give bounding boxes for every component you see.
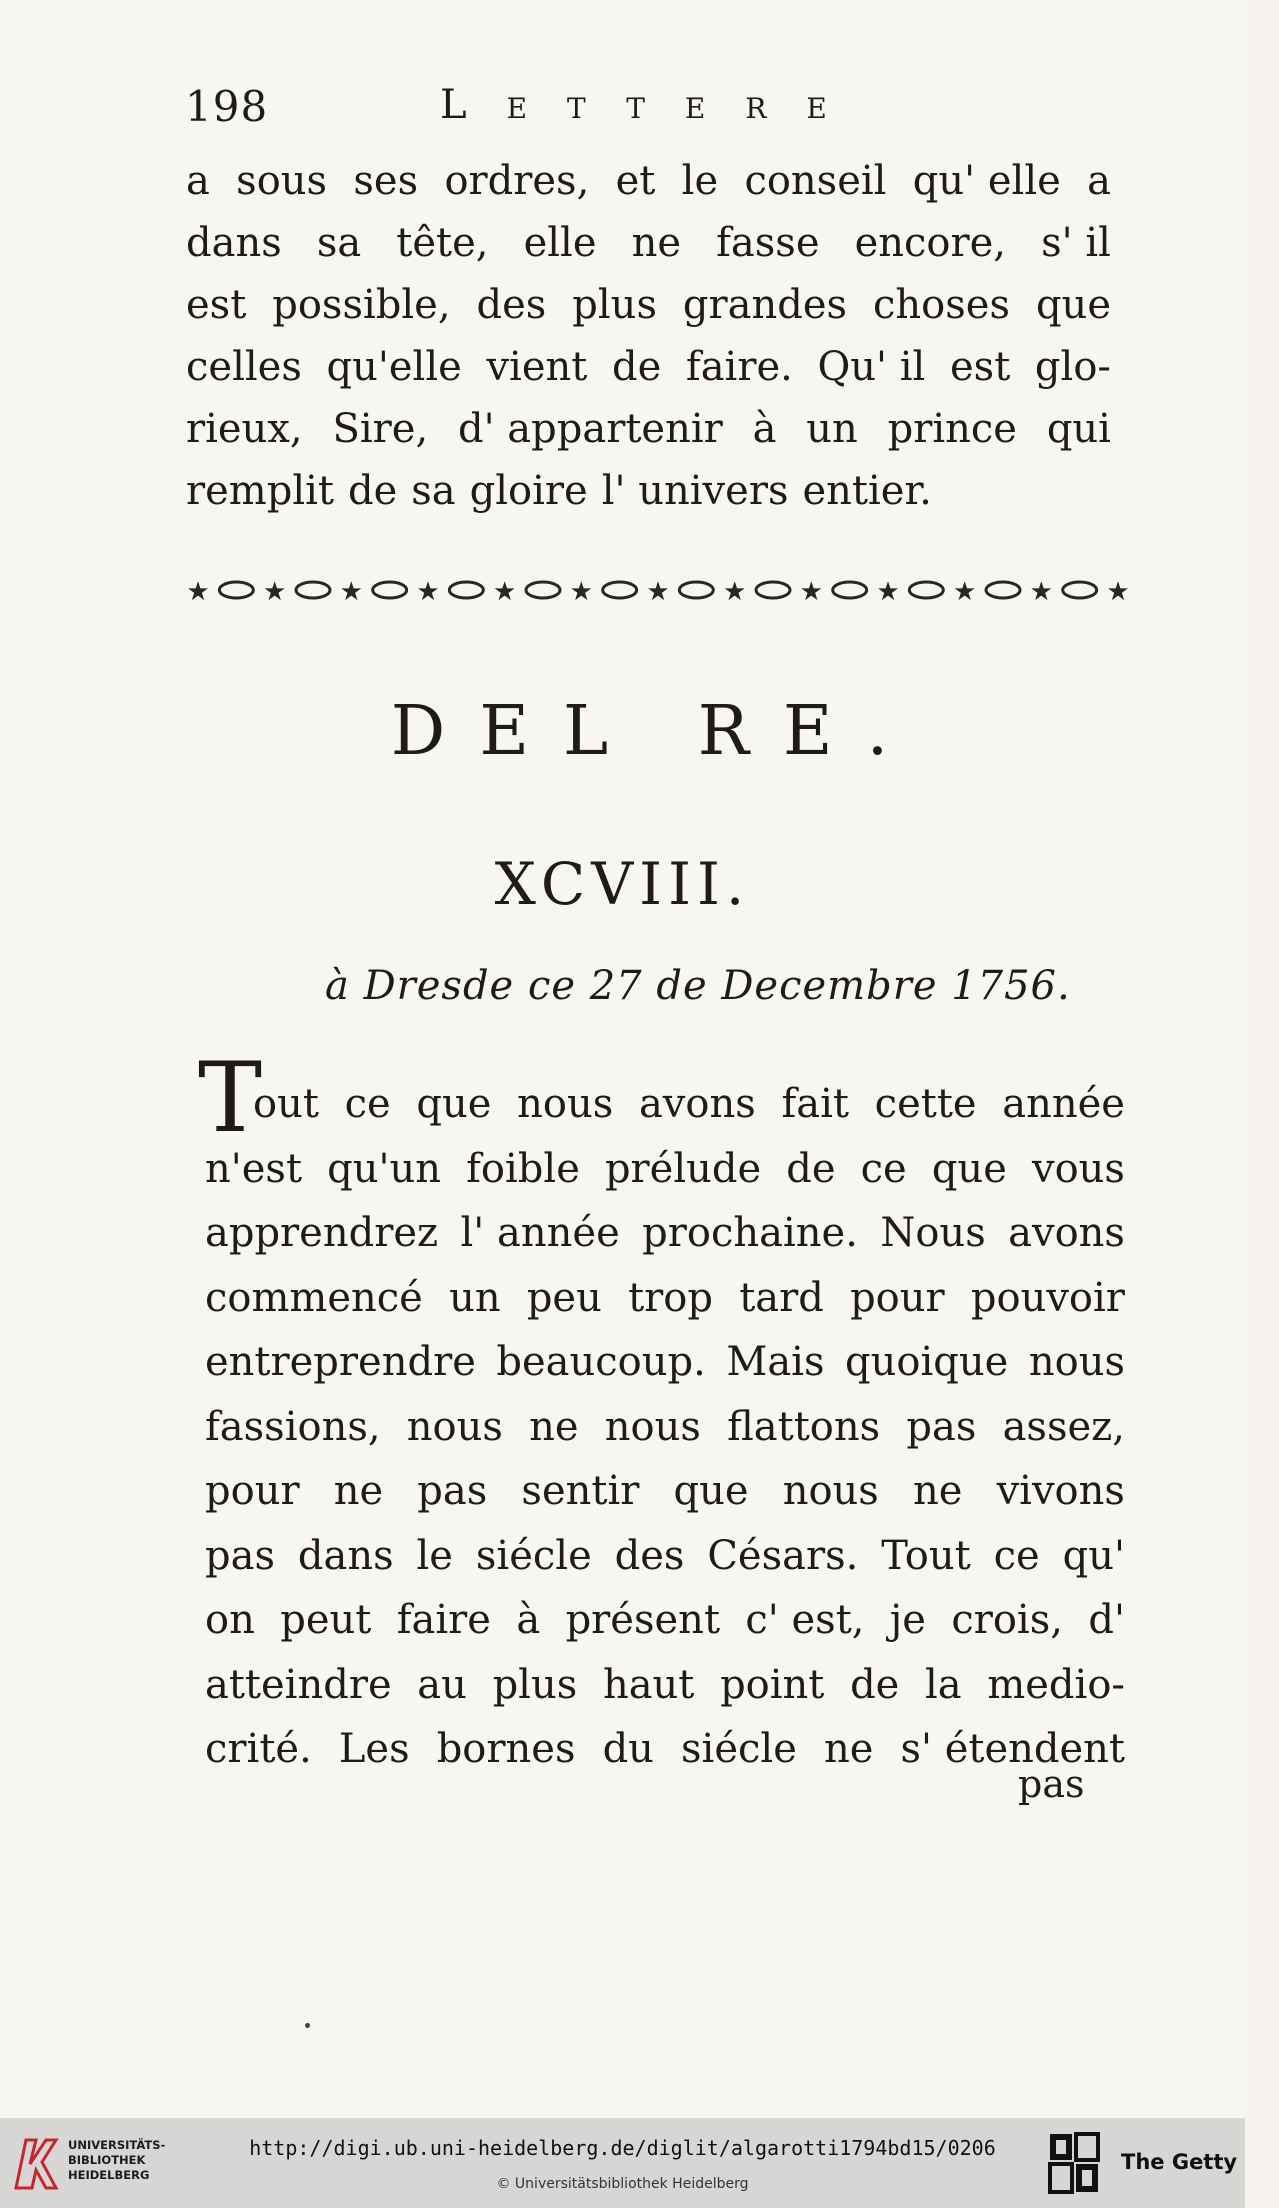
word: et	[615, 158, 656, 204]
word: foible	[466, 1145, 580, 1192]
library-name-line: HEIDELBERG	[68, 2168, 150, 2182]
getty-logo-icon	[1048, 2132, 1100, 2194]
word: nous	[406, 1403, 503, 1450]
word: faire.	[685, 344, 793, 390]
word: medio-	[987, 1661, 1125, 1708]
word: avons	[1008, 1210, 1125, 1256]
word: ne	[823, 1726, 874, 1772]
word: encore,	[854, 220, 1007, 266]
letter-dateline: à Dresde ce 27 de Decembre 1756.	[325, 963, 1071, 1009]
word: celles	[186, 344, 302, 390]
word: de	[786, 1145, 836, 1192]
word: nous	[782, 1468, 879, 1514]
word: pour	[205, 1468, 300, 1514]
word: ne	[529, 1403, 579, 1450]
library-name-line: BIBLIOTHEK	[68, 2153, 146, 2167]
word: a	[1087, 158, 1111, 204]
word: Qu' il	[817, 344, 926, 390]
word: gloire	[469, 468, 588, 514]
word: Césars.	[707, 1532, 859, 1579]
text-line	[186, 336, 1111, 398]
ornament-oval	[526, 582, 560, 598]
word: pour	[850, 1274, 945, 1321]
ornament-oval	[219, 582, 253, 598]
word: qu'un	[327, 1145, 442, 1192]
word: l' univers	[601, 468, 789, 514]
ornament-oval	[756, 582, 790, 598]
ornament-star: ★	[723, 577, 747, 607]
word: qui	[1046, 406, 1111, 452]
word: pas	[417, 1468, 488, 1514]
word: conseil	[744, 158, 887, 204]
ornament-oval	[296, 582, 330, 598]
word: ordres,	[444, 158, 590, 204]
word: d'	[1088, 1597, 1125, 1643]
word: l' année	[460, 1210, 620, 1256]
word: bornes	[436, 1726, 576, 1772]
word: grandes	[682, 282, 848, 328]
letter-heading: DEL RE.	[390, 692, 923, 771]
word: fasse	[716, 220, 820, 266]
word: présent	[565, 1597, 721, 1643]
text-line	[205, 1717, 1125, 1782]
ornament-oval	[986, 582, 1020, 598]
word: flattons	[727, 1403, 881, 1450]
word: commencé	[205, 1274, 423, 1321]
word: on	[205, 1597, 255, 1643]
word: a	[186, 158, 210, 204]
text-line	[205, 1072, 1125, 1137]
word: prince	[887, 406, 1017, 452]
word: un	[449, 1274, 501, 1321]
ink-speck	[305, 2023, 310, 2028]
ornament-oval	[679, 582, 713, 598]
word: du	[602, 1726, 654, 1772]
previous-letter-ending	[186, 150, 1111, 522]
word: apprendrez	[205, 1210, 439, 1256]
ornament-star: ★	[953, 577, 977, 607]
text-line	[186, 460, 1111, 522]
word: d' appartenir	[457, 406, 723, 452]
word: faire	[396, 1597, 491, 1643]
word: pas	[906, 1403, 977, 1450]
drop-cap: T	[198, 1042, 263, 1154]
text-line	[205, 1459, 1125, 1524]
word: possible,	[272, 282, 451, 328]
word: est	[186, 282, 247, 328]
word: que	[931, 1145, 1007, 1192]
ornament-oval	[909, 582, 943, 598]
word: ses	[353, 158, 419, 204]
word: Mais	[726, 1339, 825, 1385]
word: à	[516, 1597, 541, 1643]
word: de	[611, 344, 662, 390]
ornament-star: ★	[799, 577, 823, 607]
ornament-star: ★	[1106, 577, 1130, 607]
word: est	[950, 344, 1011, 390]
word: siécle	[681, 1726, 797, 1772]
text-line	[205, 1137, 1125, 1202]
word: point	[720, 1661, 825, 1708]
word: haut	[602, 1661, 695, 1708]
word: de	[348, 468, 398, 514]
word: vous	[1031, 1145, 1125, 1192]
text-line	[205, 1588, 1125, 1653]
word: ce	[860, 1145, 907, 1192]
word: entreprendre	[205, 1339, 476, 1385]
word: ne	[333, 1468, 384, 1514]
word: s' étendent	[900, 1726, 1125, 1772]
word: atteindre	[205, 1661, 392, 1708]
word: Sire,	[332, 406, 429, 452]
word: de	[850, 1661, 900, 1708]
text-line	[186, 150, 1111, 212]
text-line	[205, 1201, 1125, 1266]
word: que	[1035, 282, 1111, 328]
ornament-star: ★	[646, 577, 670, 607]
word: elle	[523, 220, 597, 266]
word: rieux,	[186, 406, 303, 452]
word: des	[476, 282, 547, 328]
word: que	[416, 1081, 492, 1127]
word: nous	[604, 1403, 701, 1450]
word: plus	[492, 1661, 578, 1708]
word: assez,	[1002, 1403, 1125, 1450]
word: qu' elle	[912, 158, 1061, 204]
ornament-oval	[603, 582, 637, 598]
footer-bar	[0, 2118, 1245, 2208]
text-line	[205, 1395, 1125, 1460]
ornament-star: ★	[569, 577, 593, 607]
ornament-star: ★	[339, 577, 363, 607]
word: s' il	[1041, 220, 1111, 266]
source-url-link[interactable]: http://digi.ub.uni-heidelberg.de/diglit/algarotti1794bd15/0206	[249, 2136, 996, 2160]
word: tard	[739, 1274, 824, 1321]
word: des	[614, 1532, 685, 1579]
word: glo-	[1034, 344, 1111, 390]
page-header	[185, 82, 1115, 138]
word: prochaine.	[642, 1210, 858, 1256]
page-number: 198	[185, 82, 269, 131]
ornament-star: ★	[186, 577, 210, 607]
text-line	[186, 212, 1111, 274]
word: choses	[873, 282, 1010, 328]
word: Les	[338, 1726, 410, 1772]
word: prélude	[604, 1145, 762, 1192]
word: nous	[517, 1081, 614, 1127]
word: ne	[631, 220, 682, 266]
ornament-oval	[373, 582, 407, 598]
text-line	[205, 1330, 1125, 1395]
word: ce	[993, 1532, 1040, 1579]
word: sentir	[521, 1468, 640, 1514]
word: année	[1002, 1081, 1125, 1127]
word: le	[681, 158, 719, 204]
text-line	[186, 274, 1111, 336]
copyright-notice: © Universitätsbibliothek Heidelberg	[496, 2176, 749, 2192]
word: trop	[628, 1274, 713, 1321]
word: fait	[781, 1081, 849, 1127]
catchword: pas	[1018, 1762, 1085, 1806]
text-line	[186, 398, 1111, 460]
word: peu	[526, 1274, 602, 1321]
word: dans	[186, 220, 282, 266]
word: n'est	[205, 1145, 303, 1192]
ornament-star: ★	[416, 577, 440, 607]
word: nous	[1028, 1339, 1125, 1385]
word: ce	[344, 1081, 391, 1127]
ornament-oval	[833, 582, 867, 598]
word: avons	[638, 1081, 756, 1127]
word: cette	[874, 1081, 977, 1127]
word: ne	[912, 1468, 963, 1514]
word: que	[673, 1468, 749, 1514]
word: remplit	[186, 468, 334, 514]
word: pas	[205, 1532, 275, 1579]
word: c' est,	[745, 1597, 865, 1643]
word: à	[752, 406, 777, 452]
word: crois,	[951, 1597, 1063, 1643]
word: fassions,	[205, 1403, 381, 1450]
word: la	[925, 1661, 962, 1708]
ornament-star: ★	[876, 577, 900, 607]
word: crité.	[205, 1726, 312, 1772]
word: plus	[572, 282, 657, 328]
ornament-divider	[186, 570, 1130, 610]
word: vivons	[996, 1468, 1125, 1514]
word: siécle	[475, 1532, 592, 1579]
ornament-star: ★	[263, 577, 287, 607]
word: le	[416, 1532, 453, 1579]
text-line	[205, 1524, 1125, 1589]
word: qu'elle	[326, 344, 462, 390]
running-head: Lettere	[440, 82, 867, 128]
ornament-star: ★	[493, 577, 517, 607]
word: out	[253, 1081, 319, 1127]
word: entier.	[802, 468, 932, 514]
word: quoique	[845, 1339, 1009, 1385]
ornament-oval	[1063, 582, 1097, 598]
word: Nous	[880, 1210, 986, 1256]
library-name-line: UNIVERSITÄTS-	[68, 2138, 166, 2152]
partner-name: The Getty	[1121, 2150, 1238, 2174]
word: Tout	[881, 1532, 971, 1579]
word: qu'	[1062, 1532, 1125, 1579]
word: tête,	[396, 220, 489, 266]
letter-body	[205, 1072, 1125, 1782]
word: je	[889, 1597, 926, 1643]
word: sous	[236, 158, 328, 204]
letter-number: XCVIII.	[494, 850, 751, 918]
word: vient	[486, 344, 588, 390]
text-line	[205, 1653, 1125, 1718]
word: sa	[411, 468, 456, 514]
word: pouvoir	[970, 1274, 1125, 1321]
word: au	[417, 1661, 467, 1708]
word: sa	[316, 220, 362, 266]
word: beaucoup.	[496, 1339, 706, 1385]
ornament-star: ★	[1029, 577, 1053, 607]
text-line	[205, 1266, 1125, 1331]
ornament-oval	[449, 582, 483, 598]
word: un	[806, 406, 858, 452]
word: peut	[280, 1597, 372, 1643]
word: dans	[297, 1532, 394, 1579]
